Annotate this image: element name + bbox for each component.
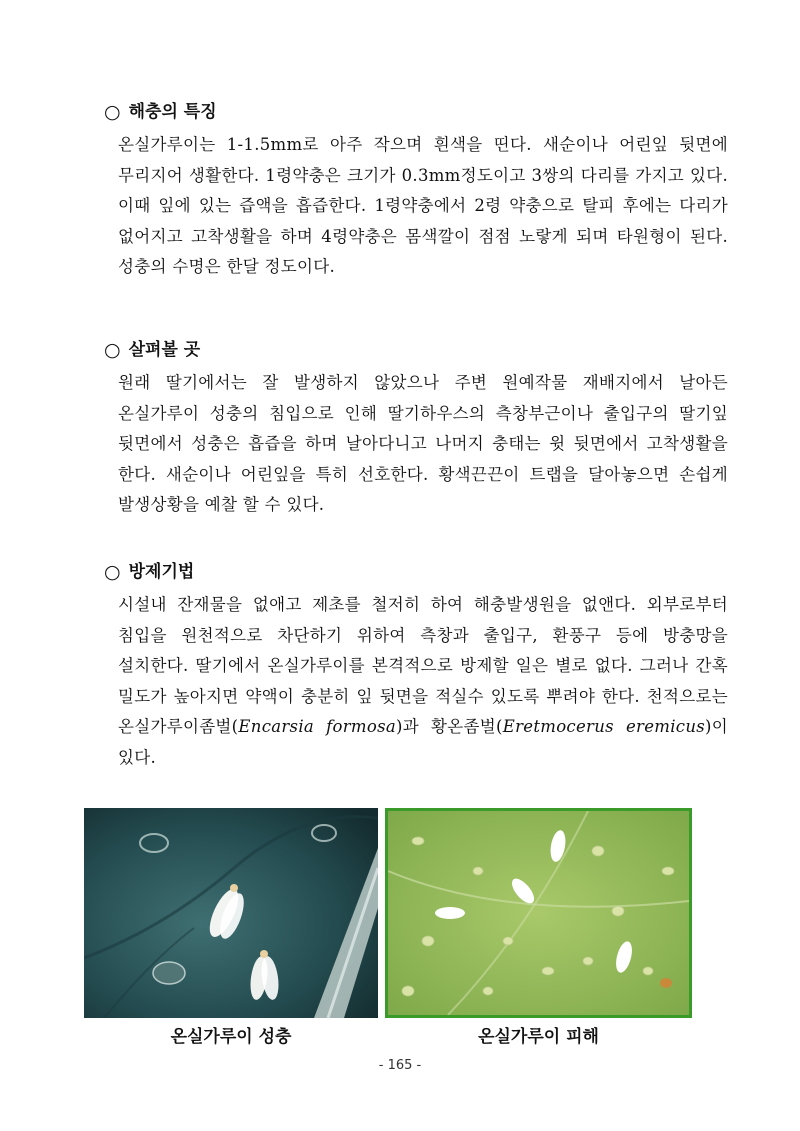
photo-whitefly-damage	[385, 808, 692, 1018]
species-name-encarsia: Encarsia formosa	[238, 717, 396, 736]
section-title: 살펴볼 곳	[128, 340, 201, 360]
species-name-eretmocerus: Eretmocerus eremicus	[502, 717, 706, 736]
section-body: 원래 딸기에서는 잘 발생하지 않았으나 주변 원예작물 재배지에서 날아든 온실가루이 성충의 침입으로 인해 딸기하우스의 측창부근이나 출입구의 딸기잎 뒷면에서 성충은 흡즙을 하며 날아다니고 나머지 충태는 윗 뒷면에서 고착생활을 한다. 새순이나 어린잎을 특히 선호한다. 황색끈끈이 트랩을 달아놓으면 손쉽게 발생상황을 예찰 할 수 있다.	[118, 373, 728, 514]
whitefly-damage-image	[388, 811, 689, 1015]
figure-caption-damage: 온실가루이 피해	[478, 1027, 599, 1047]
circle-bullet-icon: ○	[104, 101, 121, 123]
section-body	[118, 590, 728, 773]
section-heading	[104, 336, 728, 364]
photo-whitefly-adult	[84, 808, 378, 1018]
figure-caption-adult: 온실가루이 성충	[170, 1027, 292, 1047]
page-number: - 165 -	[378, 1058, 422, 1073]
section-control-methods	[104, 558, 728, 773]
circle-bullet-icon: ○	[104, 561, 121, 583]
section-where-to-look	[104, 336, 728, 521]
section-pest-characteristics	[104, 98, 728, 283]
body-text: )이 있다.	[118, 717, 729, 767]
section-body: 온실가루이는 1-1.5mm로 아주 작으며 흰색을 띤다. 새순이나 어린잎 뒷면에 무리지어 생활한다. 1령약충은 크기가 0.3mm정도이고 3쌍의 다리를 가지고 있다. 이때 잎에 있는 즙액을 흡즙한다. 1령약충에서 2령 약충으로 탈피 후에는 다리가 없어지고 고착생활을 하며 4령약충은 몸색깔이 점점 노랗게 되며 타원형이 된다. 성충의 수명은 한달 정도이다.	[118, 135, 728, 276]
body-text: 시설내 잔재물을 없애고 제초를 철저히 하여 해충발생원을 없앤다. 외부로부터 침입을 원천적으로 차단하기 위하여 측창과 출입구, 환풍구 등에 방충망을 설치한다. 딸기에서 온실가루이를 본격적으로 방제할 일은 별로 없다. 그러나 간혹 밀도가 높아지면 약액이 충분히 잎 뒷면을 적실수 있도록 뿌려야 한다. 천적으로는 온실가루이좀벌(	[118, 595, 728, 736]
section-title: 해충의 특징	[128, 102, 217, 122]
section-heading	[104, 558, 728, 586]
circle-bullet-icon: ○	[104, 339, 121, 361]
section-heading	[104, 98, 728, 126]
body-text: )과 황온좀벌(	[396, 717, 503, 736]
section-title: 방제기법	[128, 562, 195, 582]
whitefly-adult-image	[84, 808, 378, 1018]
